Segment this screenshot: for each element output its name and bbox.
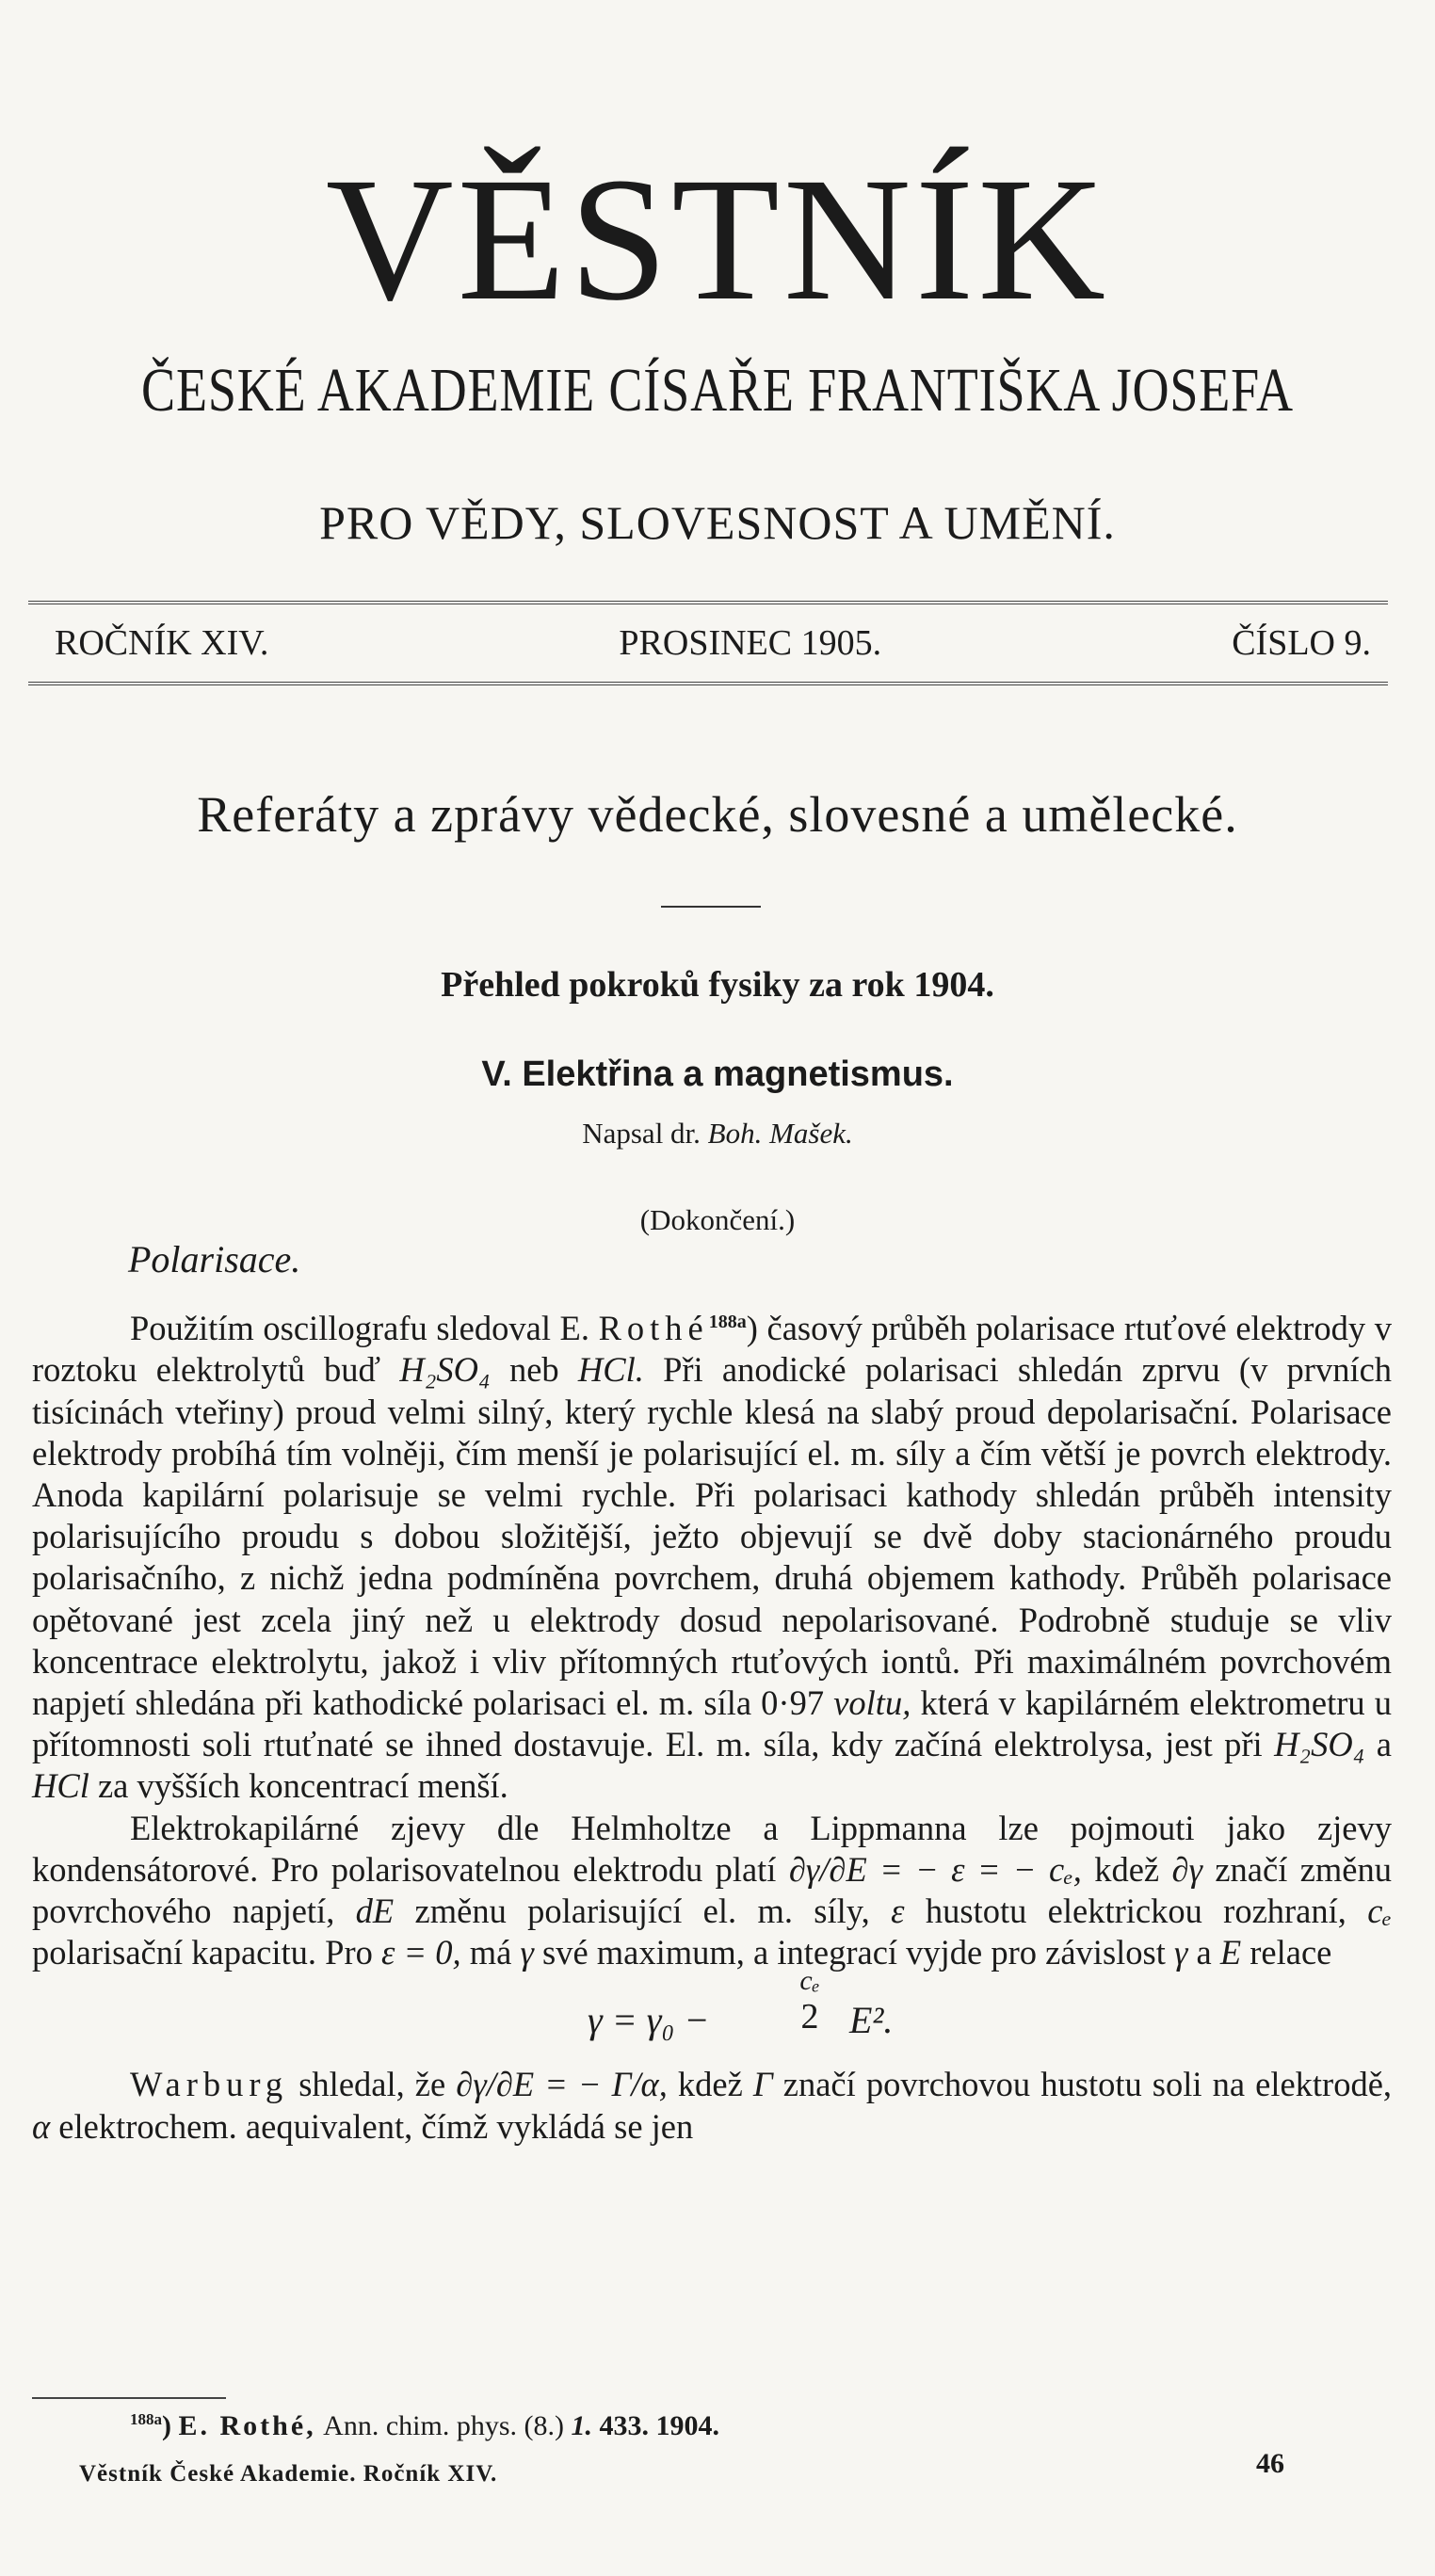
text-run: Při anodické polarisaci shledán zprvu (v prvních tisícinách vteřiny) proud velmi silný, který rychle klesá na slabý proud depolarisační. Polarisace elektrody probíhá tím volněji, čím menší je polarisující el. m. síly a čím větší je povrch elektrody. Anoda kapilární polarisuje se velmi rychle. Při polarisaci kathody shledán průběh intensity polarisujícího proudu s dobou složitější, ježto objevují se dvě doby stacionárného proudu polarisačního, z nichž jedna podmíněna povrchem, druhá objemem kathody. Průběh polarisace opětované jest zcela jiný než u elektrody dosud nepolarisované. Podrobně studuje se vliv koncentrace elektrolytu, jakož i vliv přítomných rtuťových iontů. Při maximálném povrchovém napjetí shledána při kathodické polarisaci el. m. síla 0·97 <box>32 1350 1393 1722</box>
formula-inline: dE <box>355 1892 395 1930</box>
text-run: značí povrchovou hustotu soli na elektrodě, <box>782 2065 1393 2104</box>
article-byline <box>0 1117 1435 1151</box>
text-run: relace <box>1250 1933 1332 1972</box>
footnote-marker: 188a <box>708 1312 747 1332</box>
text-run: polarisační kapacitu. Pro <box>32 1933 373 1972</box>
section-title: Referáty a zprávy vědecké, slovesné a umělecké. <box>197 786 1238 843</box>
text-run: kdež <box>1094 1849 1160 1889</box>
author-name: Warburg <box>130 2065 289 2104</box>
issue-volume: ROČNÍK XIV. <box>55 623 269 663</box>
header-rule-top <box>28 601 1388 606</box>
issue-info-row <box>55 625 1371 661</box>
footer-journal: Věstník České Akademie. Ročník XIV. <box>79 2461 498 2487</box>
formula-inline: ε = 0, <box>380 1933 461 1972</box>
article-overview-title: Přehled pokroků fysiky za rok 1904. <box>441 965 994 1005</box>
byline-prefix: Napsal dr. <box>582 1117 701 1150</box>
formula-inline: α <box>32 2106 51 2146</box>
formula-inline: cₑ <box>1367 1892 1393 1930</box>
formula-inline: ε <box>891 1892 905 1930</box>
text-run: shledal, že <box>298 2065 446 2104</box>
formula-inline: H₂SO₄ <box>1274 1725 1365 1764</box>
masthead-title: VĚSTNÍK <box>325 140 1110 337</box>
text-run: má <box>469 1933 512 1972</box>
formula-inline: ∂γ/∂E = − Γ/α, <box>456 2065 668 2104</box>
section-divider <box>661 906 761 908</box>
footnote-rule <box>32 2397 226 2399</box>
text-run: kdež <box>677 2065 743 2104</box>
formula-fraction <box>791 1964 829 2036</box>
header-rule-bottom <box>28 682 1388 687</box>
footnote-volume: 1. <box>571 2410 592 2441</box>
text-run: a <box>1196 1933 1212 1972</box>
continued-note: (Dokončení.) <box>639 1203 796 1236</box>
text-run: hustotu elektrickou rozhraní, <box>925 1892 1346 1930</box>
formula-rhs: E². <box>849 1999 894 2042</box>
fraction-denominator: 2 <box>800 1997 819 2037</box>
formula-inline: H₂SO₄ <box>399 1350 491 1390</box>
text-run: značí změnu povrchového napjetí, <box>32 1849 1393 1930</box>
paragraph-2 <box>32 1808 1392 1974</box>
text-run: která v kapilárném elektrometru u přítomnosti soli rtuťnaté se ihned dostavuje. El. m. síla, kdy začíná elektrolysa, jest při <box>32 1682 1393 1764</box>
issue-number: ČÍSLO 9. <box>1232 623 1371 663</box>
fraction-numerator: cₑ <box>799 1965 820 1997</box>
footnote: $^{188a}$) E. Rothé, Ann. chim. phys. (8.) 1. 433. 1904. <box>130 2410 719 2441</box>
formula-inline: γ <box>520 1933 534 1972</box>
article-body <box>32 1301 1392 2148</box>
formula-lhs: γ = γ₀ − <box>588 1999 710 2042</box>
text-run: ) časový průběh polarisace rtuťové elektrody v roztoku elektrolytů buď <box>32 1309 1392 1390</box>
formula-inline: HCl. <box>577 1350 644 1390</box>
side-heading: Polarisace. <box>128 1238 301 1280</box>
text-run: za vyšších koncentrací menší. <box>97 1766 508 1806</box>
formula-inline: ∂γ <box>1171 1849 1202 1889</box>
footnote-source: Ann. chim. phys. (8.) <box>323 2410 564 2441</box>
text-run: neb <box>508 1350 559 1390</box>
text-run: Elektrokapilárné zjevy dle Helmholtze a Lippmanna lze pojmouti jako zjevy kondensátorové. Pro polarisovatelnou elektrodu platí <box>32 1808 1392 1889</box>
text-run: Použitím oscillografu sledoval E. <box>130 1309 589 1348</box>
unit-inline: voltu, <box>833 1682 911 1722</box>
formula-inline: E <box>1219 1933 1242 1972</box>
footnote-ref: 188a <box>130 2410 162 2428</box>
formula-inline: Γ <box>752 2065 773 2104</box>
formula-inline: ∂γ/∂E = − ε = − cₑ, <box>788 1849 1082 1889</box>
text-run: změnu polarisující el. m. síly, <box>414 1892 870 1930</box>
text-run: a <box>1376 1725 1392 1764</box>
footnote-pages: 433. 1904. <box>599 2410 719 2441</box>
footnote-author: E. Rothé, <box>178 2410 316 2441</box>
text-run: elektrochem. aequivalent, čímž vykládá se jen <box>58 2106 694 2146</box>
masthead-subtitle-2: PRO VĚDY, SLOVESNOST A UMĚNÍ. <box>319 496 1116 549</box>
display-formula <box>32 1965 1392 2064</box>
paragraph-1 <box>32 1301 1392 1808</box>
byline-author: Boh. Mašek. <box>707 1117 853 1150</box>
author-name: Rothé <box>598 1309 709 1348</box>
formula-inline: γ <box>1174 1933 1188 1972</box>
formula-inline: HCl <box>32 1766 89 1806</box>
paragraph-3 <box>32 2064 1392 2147</box>
issue-date: PROSINEC 1905. <box>619 623 882 663</box>
masthead-subtitle: ČESKÉ AKADEMIE CÍSAŘE FRANTIŠKA JOSEFA <box>141 356 1294 425</box>
page-number: 46 <box>1256 2448 1284 2479</box>
text-run: své maximum, a integrací vyjde pro závislost <box>541 1933 1166 1972</box>
article-chapter-title: V. Elektřina a magnetismus. <box>481 1055 954 1094</box>
